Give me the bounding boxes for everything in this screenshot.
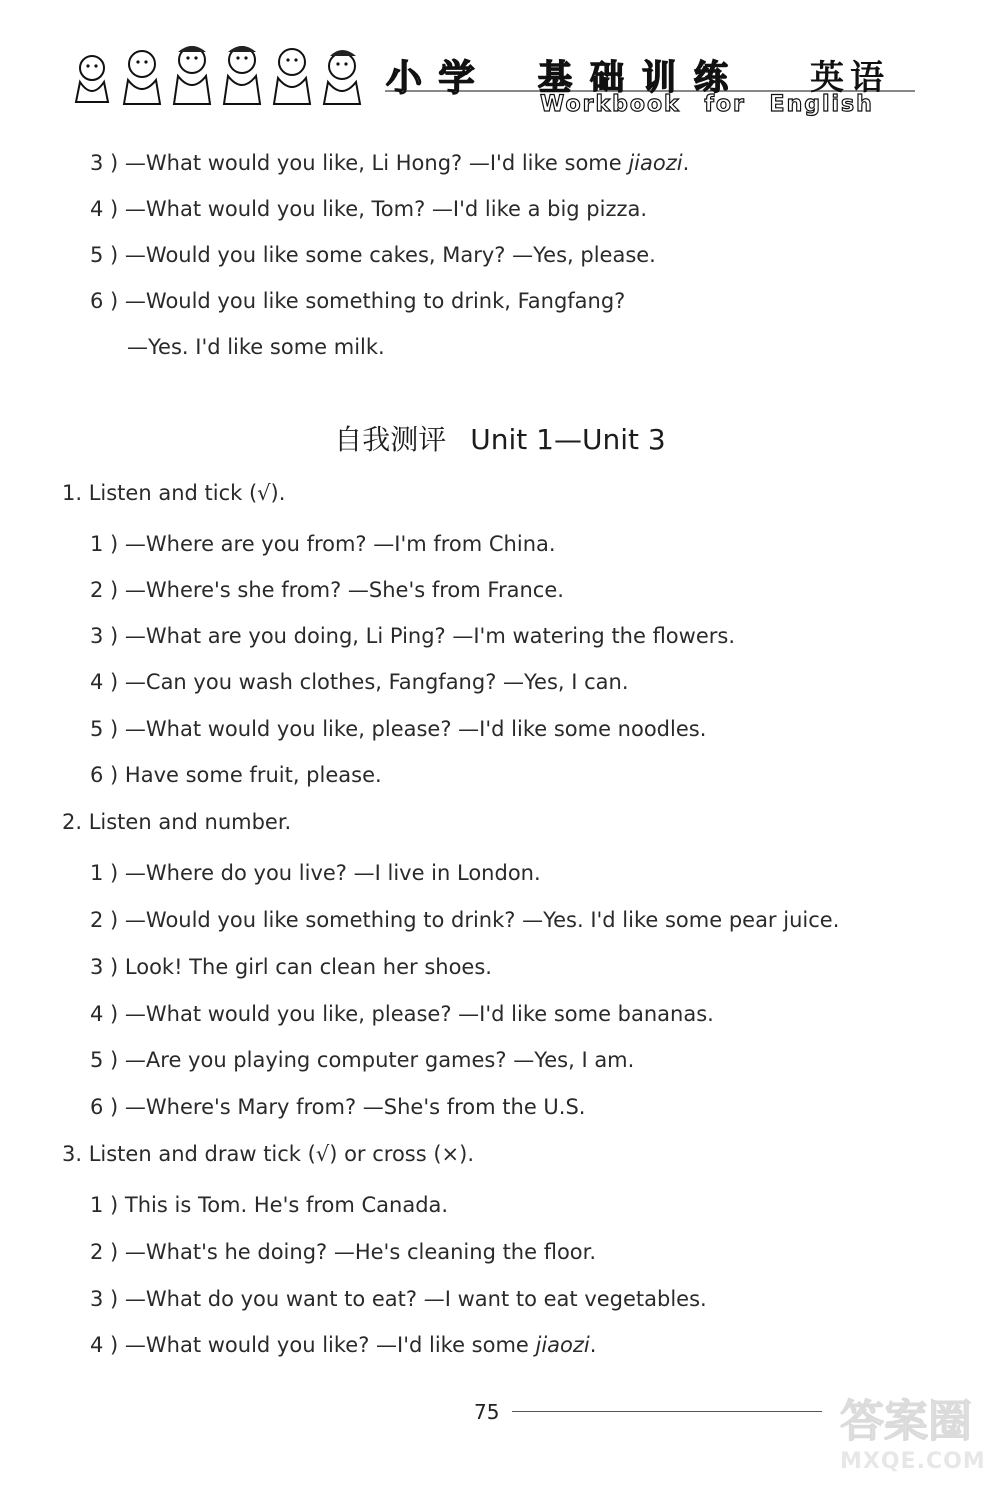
part1-heading: 1. Listen and tick (√). xyxy=(62,481,286,505)
list-item: 3 ) —What would you like, Li Hong? —I'd like some jiaozi. xyxy=(90,151,690,175)
section-title xyxy=(0,418,1000,458)
part2-heading: 2. Listen and number. xyxy=(62,810,292,834)
list-item: 5 ) —Are you playing computer games? —Yes, I am. xyxy=(90,1048,635,1072)
list-item: 6 ) Have some fruit, please. xyxy=(90,763,382,787)
list-item: 3 ) —What do you want to eat? —I want to eat vegetables. xyxy=(90,1287,707,1311)
list-item: 3 ) —What are you doing, Li Ping? —I'm watering the flowers. xyxy=(90,624,736,648)
list-item: 2 ) —Where's she from? —She's from France. xyxy=(90,578,564,602)
list-item: 6 ) —Would you like something to drink, Fangfang? xyxy=(90,289,626,313)
list-item: 2 ) —What's he doing? —He's cleaning the floor. xyxy=(90,1240,597,1264)
list-item: 2 ) —Would you like something to drink? —Yes. I'd like some pear juice. xyxy=(90,908,840,932)
list-item: 3 ) Look! The girl can clean her shoes. xyxy=(90,955,492,979)
header-subject: 英语 xyxy=(810,58,890,98)
header-school-level: 小 学 xyxy=(386,58,477,99)
section-title-en: Unit 1—Unit 3 xyxy=(470,423,666,456)
list-item: 5 ) —What would you like, please? —I'd like some noodles. xyxy=(90,717,707,741)
list-item: 4 ) —What would you like, Tom? —I'd like a big pizza. xyxy=(90,197,648,221)
list-item: 4 ) —What would you like, please? —I'd like some bananas. xyxy=(90,1002,714,1026)
header-english-title: Workbook for English xyxy=(540,92,874,117)
page-header xyxy=(0,0,1000,135)
part3-heading: 3. Listen and draw tick (√) or cross (×). xyxy=(62,1142,475,1166)
watermark-logo-icon xyxy=(840,1385,990,1485)
list-item: 4 ) —Can you wash clothes, Fangfang? —Yes, I can. xyxy=(90,670,629,694)
list-item-continuation: —Yes. I'd like some milk. xyxy=(127,335,385,359)
watermark-en: MXQE.COM xyxy=(840,1449,986,1474)
list-item: 1 ) —Where do you live? —I live in London. xyxy=(90,861,541,885)
list-item: 1 ) —Where are you from? —I'm from China. xyxy=(90,532,556,556)
list-item: 1 ) This is Tom. He's from Canada. xyxy=(90,1193,449,1217)
list-item: 4 ) —What would you like? —I'd like some jiaozi. xyxy=(90,1333,597,1357)
header-book-title: 基础训练 xyxy=(538,58,746,98)
watermark-cn: 答案圈 xyxy=(840,1396,972,1447)
list-item: 5 ) —Would you like some cakes, Mary? —Yes, please. xyxy=(90,243,656,267)
children-illustration-icon xyxy=(62,38,382,118)
page-number: 75 xyxy=(474,1400,500,1424)
footer-rule xyxy=(512,1411,822,1412)
section-title-cn: 自我测评 xyxy=(334,423,447,456)
list-item: 6 ) —Where's Mary from? —She's from the U.S. xyxy=(90,1095,586,1119)
